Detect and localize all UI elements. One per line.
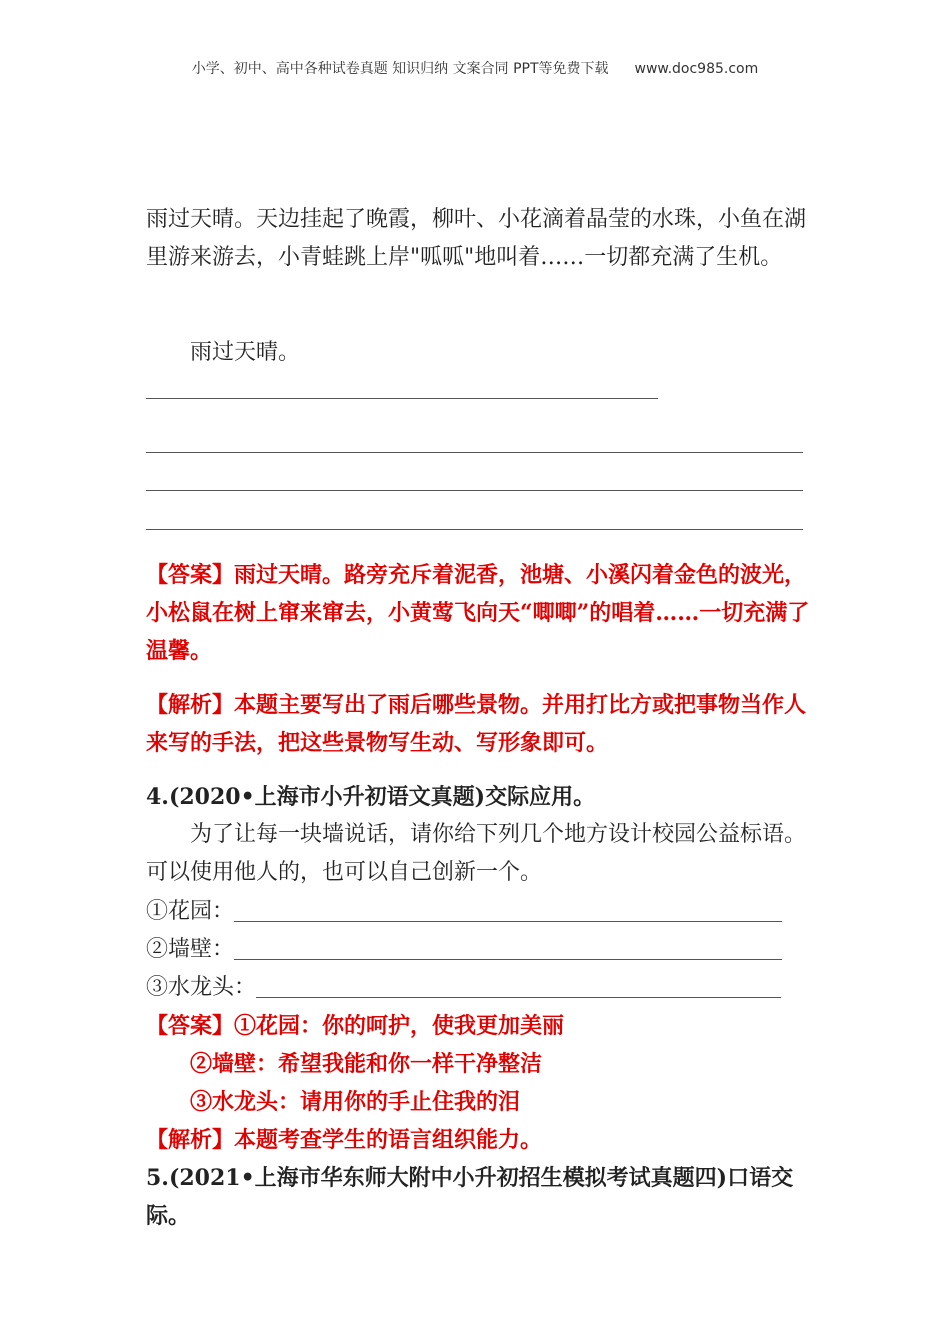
fill-row-wall (146, 931, 782, 969)
fill-line-wall[interactable] (234, 958, 782, 960)
page-header (0, 58, 950, 78)
answer-3-label: 【答案】 (146, 562, 235, 588)
fill-label-faucet: ③水龙头： (146, 975, 257, 1000)
blank-line-2[interactable] (146, 452, 803, 453)
header-site-link[interactable]: www.doc985.com (634, 61, 759, 77)
blank-line-3[interactable] (146, 490, 803, 491)
analysis-4-text: 本题考查学生的语言组织能力。 (234, 1127, 543, 1153)
answer-4-row-1 (146, 1007, 564, 1045)
analysis-3-label: 【解析】 (146, 692, 235, 718)
fill-row-faucet (146, 969, 781, 1007)
answer-4-item-faucet: ③水龙头：请用你的手止住我的泪 (190, 1089, 521, 1115)
fill-row-garden (146, 893, 782, 931)
question-5-title: 5.(2021•上海市华东师大附中小升初招生模拟考试真题四)口语交际。 (146, 1165, 794, 1229)
fill-line-faucet[interactable] (256, 996, 781, 998)
answer-4-item-wall: ②墙壁：希望我能和你一样干净整洁 (190, 1051, 543, 1077)
answer-3 (146, 556, 816, 670)
answer-4-item-garden: ①花园：你的呵护，使我更加美丽 (234, 1013, 565, 1039)
analysis-4-label: 【解析】 (146, 1127, 235, 1153)
blank-line-1[interactable] (146, 398, 658, 399)
question-4-instruction: 为了让每一块墙说话，请你给下列几个地方设计校园公益标语。可以使用他人的，也可以自己创新一个。 (146, 822, 807, 885)
analysis-3-text: 本题主要写出了雨后哪些景物。并用打比方或把事物当作人来写的手法，把这些景物写生动、写形象即可。 (146, 692, 807, 756)
prompt-text: 雨过天晴。 (190, 340, 301, 365)
analysis-4 (146, 1121, 542, 1159)
fill-line-garden[interactable] (234, 920, 782, 922)
fill-label-wall: ②墙壁： (146, 937, 235, 962)
blank-line-4[interactable] (146, 529, 803, 530)
passage-text: 雨过天晴。天边挂起了晚霞，柳叶、小花滴着晶莹的水珠，小鱼在湖里游来游去，小青蛙跳上岸"呱呱"地叫着……一切都充满了生机。 (146, 207, 807, 270)
analysis-3 (146, 686, 816, 762)
fill-label-garden: ①花园： (146, 899, 235, 924)
header-text: 小学、初中、高中各种试卷真题 知识归纳 文案合同 PPT等免费下载 (191, 61, 609, 77)
answer-3-text: 雨过天晴。路旁充斥着泥香，池塘、小溪闪着金色的波光，小松鼠在树上窜来窜去，小黄莺飞向天“唧唧”的唱着……一切充满了温馨。 (146, 562, 810, 664)
answer-4-label: 【答案】 (146, 1013, 235, 1039)
question-4-title: 4.(2020•上海市小升初语文真题)交际应用。 (146, 784, 596, 810)
